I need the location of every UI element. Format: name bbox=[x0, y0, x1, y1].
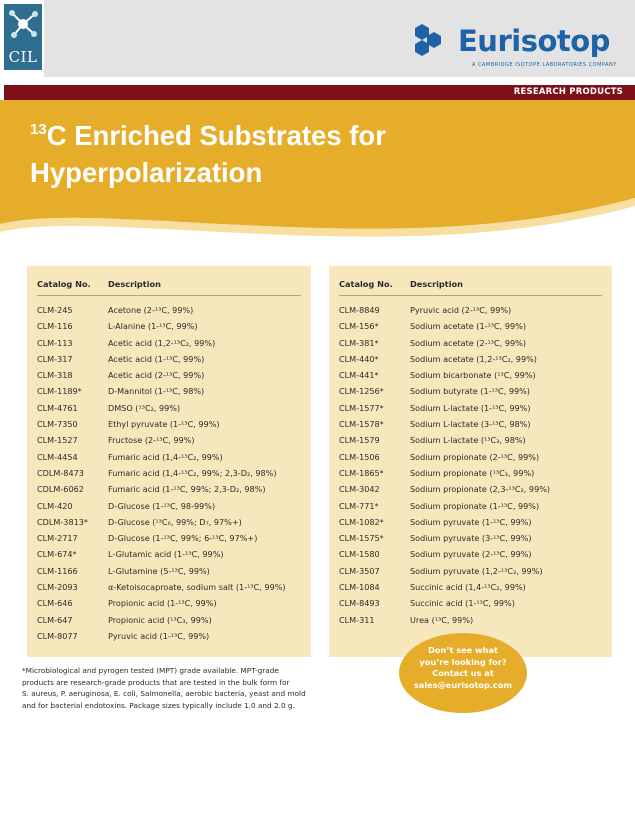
product-description: Sodium acetate (2-¹³C, 99%) bbox=[410, 337, 526, 348]
table-row bbox=[37, 612, 305, 628]
product-description: Propionic acid (¹³C₃, 99%) bbox=[108, 614, 212, 625]
table-row bbox=[339, 465, 606, 481]
catalog-number: CLM-647 bbox=[37, 614, 73, 625]
table-row bbox=[37, 498, 305, 514]
catalog-number: CLM-1256* bbox=[339, 386, 384, 397]
product-description: D-Glucose (1-¹³C, 99%; 6-¹³C, 97%+) bbox=[108, 533, 258, 544]
product-description: DMSO (¹³C₂, 99%) bbox=[108, 402, 181, 413]
product-description: Sodium L-lactate (1-¹³C, 99%) bbox=[410, 402, 531, 413]
product-description: Pyruvic acid (2-¹³C, 99%) bbox=[410, 305, 512, 315]
product-description: Sodium pyruvate (3-¹³C, 99%) bbox=[410, 533, 532, 544]
catalog-number: CLM-674* bbox=[37, 549, 77, 560]
product-description: Sodium pyruvate (2-¹³C, 99%) bbox=[410, 549, 532, 560]
catalog-number: CLM-381* bbox=[339, 337, 379, 348]
section-label: RESEARCH PRODUCTS bbox=[513, 87, 623, 97]
description-column-header: Description bbox=[108, 279, 161, 289]
contact-line: Don’t see what bbox=[428, 645, 498, 655]
table-row bbox=[339, 579, 606, 595]
catalog-number: CDLM-3813* bbox=[37, 516, 88, 527]
catalog-number: CLM-8077 bbox=[37, 630, 78, 641]
table-row bbox=[339, 546, 606, 562]
page-title bbox=[30, 117, 590, 191]
brand-tagline: A CAMBRIDGE ISOTOPE LABORATORIES COMPANY bbox=[472, 62, 617, 68]
table-row bbox=[339, 351, 606, 367]
table-row bbox=[339, 514, 606, 530]
table-row bbox=[37, 416, 305, 432]
title-line-1: C Enriched Substrates for bbox=[46, 120, 386, 151]
product-description: L-Alanine (1-¹³C, 99%) bbox=[108, 321, 198, 332]
footnote-line: *Microbiological and pyrogen tested (MPT) grade available. MPT-grade bbox=[22, 666, 279, 675]
table-row bbox=[339, 498, 606, 514]
catalog-number: CLM-1527 bbox=[37, 435, 78, 446]
product-description: Sodium propionate (2,3-¹³C₂, 99%) bbox=[410, 484, 551, 495]
product-description: Ethyl pyruvate (1-¹³C, 99%) bbox=[108, 419, 220, 430]
catalog-number: CLM-1575* bbox=[339, 533, 384, 544]
table-row bbox=[339, 302, 606, 318]
table-row bbox=[339, 400, 606, 416]
table-row bbox=[37, 465, 305, 481]
brand-name: Eurisotop bbox=[458, 24, 610, 58]
product-description: Fumaric acid (1,4-¹³C₂, 99%; 2,3-D₂, 98%) bbox=[108, 467, 277, 478]
eurisotop-logo bbox=[410, 20, 630, 70]
product-description: Sodium pyruvate (1,2-¹³C₂, 99%) bbox=[410, 565, 543, 576]
catalog-number: CLM-156* bbox=[339, 321, 379, 332]
table-row bbox=[339, 383, 606, 399]
product-description: L-Glutamine (5-¹³C, 99%) bbox=[108, 565, 210, 576]
catalog-number: CLM-1506 bbox=[339, 451, 380, 462]
product-description: Sodium pyruvate (1-¹³C, 99%) bbox=[410, 516, 532, 527]
footnote-line: S. aureus, P. aeruginosa, E. coli, Salmonella, aerobic bacteria, yeast and mold bbox=[22, 689, 306, 699]
catalog-number: CLM-4761 bbox=[37, 402, 78, 413]
product-table-left bbox=[27, 266, 311, 657]
table-row bbox=[339, 318, 606, 334]
product-description: L-Glutamic acid (1-¹³C, 99%) bbox=[108, 549, 224, 560]
table-row bbox=[339, 612, 606, 628]
catalog-number: CLM-4454 bbox=[37, 451, 78, 462]
table-row bbox=[37, 546, 305, 562]
product-description: Sodium propionate (2-¹³C, 99%) bbox=[410, 451, 540, 462]
catalog-column-header: Catalog No. bbox=[339, 279, 393, 289]
cil-logo-text: CIL bbox=[8, 48, 38, 66]
table-row bbox=[339, 595, 606, 611]
table-row bbox=[37, 563, 305, 579]
table-row bbox=[339, 432, 606, 448]
product-description: Succinic acid (1-¹³C, 99%) bbox=[410, 598, 515, 609]
table-row bbox=[339, 481, 606, 497]
catalog-number: CLM-420 bbox=[37, 500, 73, 511]
catalog-number: CLM-1578* bbox=[339, 419, 384, 430]
catalog-number: CLM-441* bbox=[339, 370, 379, 381]
product-table-right bbox=[329, 266, 612, 657]
catalog-number: CLM-771* bbox=[339, 500, 379, 511]
product-description: Sodium L-lactate (3-¹³C, 98%) bbox=[410, 419, 531, 430]
catalog-number: CLM-245 bbox=[37, 305, 73, 315]
catalog-number: CLM-1084 bbox=[339, 582, 380, 593]
product-description: Sodium acetate (1,2-¹³C₂, 99%) bbox=[410, 353, 537, 364]
table-row bbox=[339, 449, 606, 465]
catalog-number: CLM-116 bbox=[37, 321, 73, 332]
contact-line: Contact us at bbox=[432, 668, 494, 679]
table-row bbox=[37, 383, 305, 399]
contact-line: you’re looking for? bbox=[419, 656, 507, 667]
table-body bbox=[339, 302, 606, 628]
table-row bbox=[37, 318, 305, 334]
catalog-number: CLM-1082* bbox=[339, 516, 384, 527]
catalog-number: CLM-1580 bbox=[339, 549, 380, 560]
catalog-number: CLM-1865* bbox=[339, 467, 384, 478]
product-description: Propionic acid (1-¹³C, 99%) bbox=[108, 598, 217, 609]
catalog-number: CLM-311 bbox=[339, 614, 375, 625]
catalog-column-header: Catalog No. bbox=[37, 279, 91, 289]
footnote bbox=[22, 665, 322, 711]
contact-badge bbox=[399, 633, 527, 713]
product-description: Fumaric acid (1,4-¹³C₂, 99%) bbox=[108, 451, 223, 462]
catalog-number: CDLM-6062 bbox=[37, 484, 84, 495]
product-description: D-Glucose (1-¹³C, 98-99%) bbox=[108, 500, 216, 511]
product-description: Sodium L-lactate (¹³C₃, 98%) bbox=[410, 435, 526, 446]
product-description: Fructose (2-¹³C, 99%) bbox=[108, 435, 195, 446]
page-header bbox=[0, 0, 635, 84]
product-description: Sodium bicarbonate (¹³C, 99%) bbox=[410, 370, 536, 381]
table-body bbox=[37, 302, 305, 644]
footnote-line: products are research-grade products that are tested in the bulk form for bbox=[22, 677, 290, 687]
catalog-number: CLM-317 bbox=[37, 353, 73, 364]
catalog-number: CLM-646 bbox=[37, 598, 73, 609]
table-row bbox=[339, 563, 606, 579]
catalog-number: CLM-7350 bbox=[37, 419, 78, 430]
catalog-number: CLM-1166 bbox=[37, 565, 78, 576]
product-description: Pyruvic acid (1-¹³C, 99%) bbox=[108, 630, 210, 641]
header-divider bbox=[339, 295, 602, 296]
product-description: Fumaric acid (1-¹³C, 99%; 2,3-D₂, 98%) bbox=[108, 484, 266, 495]
product-description: Acetone (2-¹³C, 99%) bbox=[108, 305, 194, 315]
table-row bbox=[37, 449, 305, 465]
section-bar bbox=[4, 85, 635, 100]
table-row bbox=[37, 530, 305, 546]
catalog-number: CDLM-8473 bbox=[37, 467, 84, 478]
title-superscript: 13 bbox=[30, 121, 47, 138]
catalog-number: CLM-440* bbox=[339, 353, 379, 364]
catalog-number: CLM-2717 bbox=[37, 533, 78, 544]
contact-email-link[interactable]: sales@eurisotop.com bbox=[413, 679, 513, 690]
catalog-number: CLM-8493 bbox=[339, 598, 380, 609]
table-row bbox=[37, 302, 305, 318]
product-description: Sodium propionate (¹³C₃, 99%) bbox=[410, 467, 535, 478]
product-description: Acetic acid (1,2-¹³C₂, 99%) bbox=[108, 337, 216, 348]
table-row bbox=[37, 628, 305, 644]
product-description: Urea (¹³C, 99%) bbox=[410, 614, 474, 625]
table-row bbox=[37, 400, 305, 416]
product-description: α-Ketoisocaproate, sodium salt (1-¹³C, 99%) bbox=[108, 582, 286, 593]
table-row bbox=[37, 351, 305, 367]
title-line-2: Hyperpolarization bbox=[30, 157, 263, 188]
product-description: Acetic acid (1-¹³C, 99%) bbox=[108, 353, 205, 364]
catalog-number: CLM-113 bbox=[37, 337, 73, 348]
table-row bbox=[37, 432, 305, 448]
catalog-number: CLM-1189* bbox=[37, 386, 82, 397]
product-description: Sodium acetate (1-¹³C, 99%) bbox=[410, 321, 526, 332]
cil-logo bbox=[4, 4, 42, 70]
header-divider bbox=[37, 295, 301, 296]
product-description: D-Mannitol (1-¹³C, 98%) bbox=[108, 386, 205, 397]
product-description: D-Glucose (¹³C₆, 99%; D₇, 97%+) bbox=[108, 516, 242, 527]
table-row bbox=[37, 514, 305, 530]
description-column-header: Description bbox=[410, 279, 463, 289]
catalog-number: CLM-3507 bbox=[339, 565, 380, 576]
cil-logo-area bbox=[0, 0, 44, 77]
product-description: Sodium butyrate (1-¹³C, 99%) bbox=[410, 386, 530, 397]
product-description: Acetic acid (2-¹³C, 99%) bbox=[108, 370, 205, 381]
catalog-number: CLM-318 bbox=[37, 370, 73, 381]
catalog-number: CLM-8849 bbox=[339, 305, 380, 315]
catalog-number: CLM-2093 bbox=[37, 582, 78, 593]
catalog-number: CLM-1577* bbox=[339, 402, 384, 413]
table-row bbox=[339, 335, 606, 351]
table-row bbox=[37, 481, 305, 497]
hexagon-cluster-icon bbox=[410, 20, 456, 60]
table-row bbox=[339, 367, 606, 383]
table-row bbox=[37, 579, 305, 595]
footnote-line: and for bacterial endotoxins. Package sizes typically include 1.0 and 2.0 g. bbox=[22, 700, 295, 710]
product-description: Succinic acid (1,4-¹³C₂, 99%) bbox=[410, 582, 526, 593]
table-row bbox=[339, 530, 606, 546]
table-row bbox=[339, 416, 606, 432]
catalog-number: CLM-1579 bbox=[339, 435, 380, 446]
table-row bbox=[37, 335, 305, 351]
table-row bbox=[37, 595, 305, 611]
catalog-number: CLM-3042 bbox=[339, 484, 380, 495]
product-description: Sodium propionate (1-¹³C, 99%) bbox=[410, 500, 540, 511]
table-row bbox=[37, 367, 305, 383]
